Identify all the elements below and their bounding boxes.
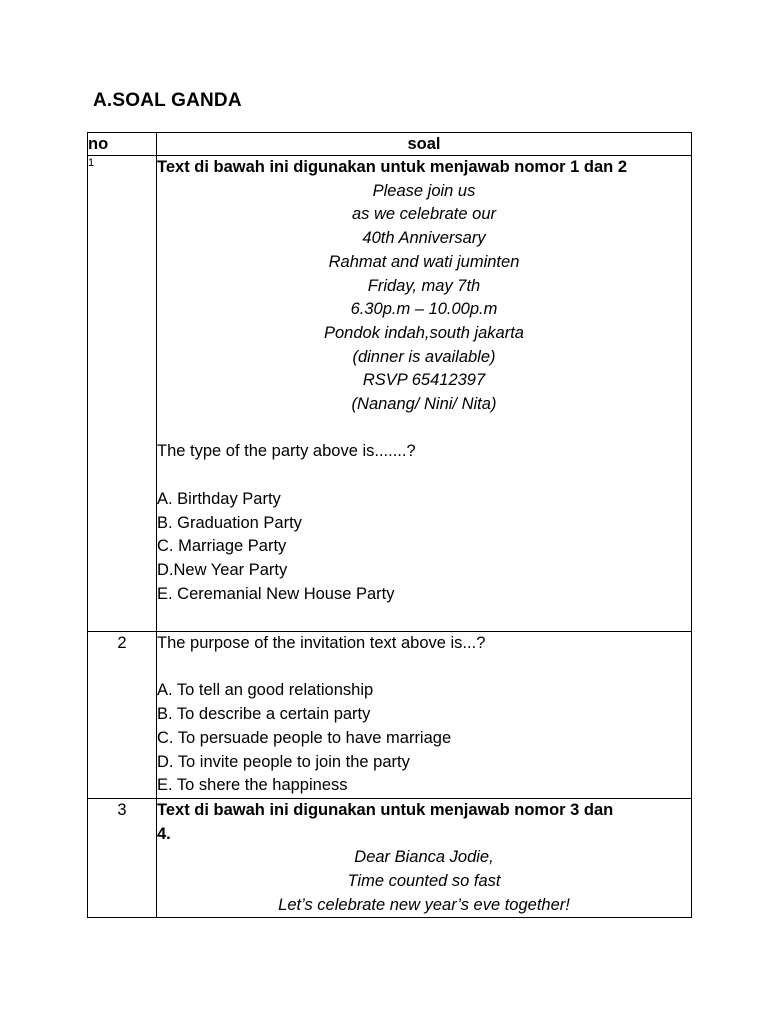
invitation-line: Pondok indah,south jakarta bbox=[324, 323, 524, 342]
answer-option: C. To persuade people to have marriage bbox=[157, 728, 452, 747]
question-row-3 bbox=[88, 798, 692, 918]
answer-option: D. To invite people to join the party bbox=[157, 752, 410, 771]
answer-option: B. Graduation Party bbox=[157, 513, 302, 532]
question-row-2 bbox=[88, 632, 692, 799]
answer-option: A. Birthday Party bbox=[157, 489, 281, 508]
question-number: 1 bbox=[88, 156, 157, 632]
question-number: 2 bbox=[88, 632, 157, 799]
invitation-line: 6.30p.m – 10.00p.m bbox=[350, 300, 498, 319]
answer-option: E. Ceremanial New House Party bbox=[157, 584, 395, 603]
invitation-text bbox=[157, 180, 691, 417]
answer-option: C. Marriage Party bbox=[157, 537, 287, 556]
question-text: The purpose of the invitation text above is...? bbox=[157, 634, 486, 652]
question-row-1 bbox=[88, 156, 692, 632]
invitation-line: Time counted so fast bbox=[347, 872, 501, 891]
answer-option: B. To describe a certain party bbox=[157, 705, 371, 724]
question-text: The type of the party above is.......? bbox=[157, 442, 416, 461]
question-content bbox=[157, 156, 692, 632]
header-soal: soal bbox=[157, 133, 692, 156]
invitation-line: (dinner is available) bbox=[352, 347, 496, 366]
invitation-text bbox=[157, 846, 691, 917]
question-table bbox=[87, 132, 692, 918]
section-title: A.SOAL GANDA bbox=[93, 90, 242, 111]
question-content bbox=[157, 632, 692, 799]
invitation-line: as we celebrate our bbox=[352, 205, 496, 224]
invitation-line: Rahmat and wati juminten bbox=[328, 252, 520, 271]
table-header-row bbox=[88, 133, 692, 156]
answer-option: E. To shere the happiness bbox=[157, 776, 348, 795]
question-content bbox=[157, 798, 692, 918]
answer-option: A. To tell an good relationship bbox=[157, 681, 374, 700]
invitation-line: Let’s celebrate new year’s eve together! bbox=[278, 895, 570, 914]
invitation-line: Dear Bianca Jodie, bbox=[354, 848, 494, 867]
invitation-line: RSVP 65412397 bbox=[362, 371, 486, 390]
question-number: 3 bbox=[88, 798, 157, 918]
instruction-text: 4. bbox=[157, 824, 171, 843]
answer-option: D.New Year Party bbox=[157, 560, 288, 579]
invitation-line: (Nanang/ Nini/ Nita) bbox=[351, 395, 497, 414]
invitation-line: 40th Anniversary bbox=[362, 229, 486, 248]
instruction-text: Text di bawah ini digunakan untuk menjawab nomor 1 dan 2 bbox=[157, 158, 628, 176]
invitation-line: Please join us bbox=[372, 181, 476, 200]
invitation-line: Friday, may 7th bbox=[367, 276, 481, 295]
instruction-text: Text di bawah ini digunakan untuk menjawab nomor 3 dan bbox=[157, 800, 614, 819]
header-no: no bbox=[88, 133, 157, 156]
